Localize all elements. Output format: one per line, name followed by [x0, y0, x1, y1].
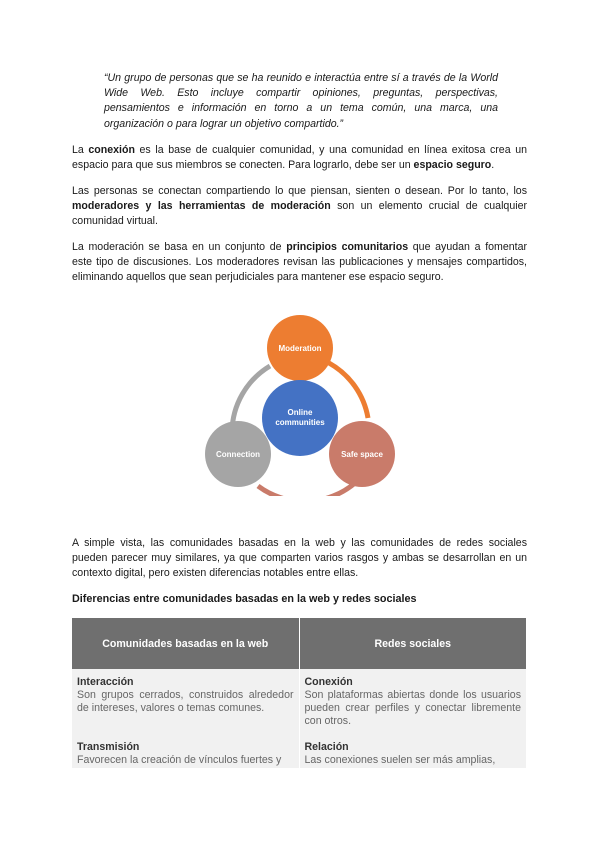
table-row — [72, 669, 526, 734]
label-communities: communities — [275, 418, 325, 427]
bold-term: espacio seguro — [413, 159, 492, 172]
label-online: Online — [287, 408, 313, 417]
table-cell — [299, 734, 527, 768]
arc-safe-space-connection — [258, 483, 355, 496]
table-cell — [72, 669, 299, 734]
cell-title: Relación — [304, 741, 349, 753]
table-cell — [72, 734, 299, 768]
bold-term: principios comunitarios — [286, 241, 409, 253]
header-web-communities: Comunidades basadas en la web — [102, 637, 269, 650]
cell-title: Conexión — [304, 676, 353, 688]
cell-title: Interacción — [77, 676, 134, 688]
bold-term: moderadores y las herramientas de moderación — [72, 200, 331, 213]
label-safe-space: Safe space — [341, 450, 383, 459]
communities-cycle-diagram — [190, 308, 410, 496]
cell-title: Transmisión — [77, 741, 140, 753]
paragraph-comparison: A simple vista, las comunidades basadas en la web y las comunidades de redes sociales pueden parecer muy similares, ya que comparten varios rasgos y ambas se desarrollan en un contexto digital, pero existen diferencias notables entre ellas. — [72, 537, 527, 580]
paragraph-moderators: Las personas se conectan compartiendo lo que piensan, sienten o desean. Por lo tanto, los moderadores y las herramientas de moderación son un elemento crucial de cualquier comunidad virtual. — [72, 185, 527, 228]
table-header — [72, 618, 526, 669]
bold-term: conexión — [88, 144, 135, 156]
comparison-table — [72, 618, 526, 768]
cell-text: Son grupos cerrados, construidos alrededor de intereses, valores o temas comunes. — [77, 689, 294, 714]
section-subheading: Diferencias entre comunidades basadas en la web y redes sociales — [72, 593, 417, 605]
quote-block: “Un grupo de personas que se ha reunido e interactúa entre sí a través de la World Wide Web. Esto incluye compartir opiniones, preguntas, perspectivas, pensamientos e información en torno a un tema común, una marca, una organización o para lograr un objetivo compartido.” — [104, 72, 498, 130]
table-cell — [299, 669, 527, 734]
cell-text: Son plataformas abiertas donde los usuarios pueden crear perfiles y conectar libremente con otros. — [304, 689, 521, 727]
label-moderation: Moderation — [278, 344, 322, 353]
label-connection: Connection — [216, 450, 260, 459]
table-row — [72, 734, 526, 768]
header-social-networks: Redes sociales — [299, 618, 527, 669]
cell-text: Las conexiones suelen ser más amplias, — [304, 754, 496, 766]
paragraph-principles: La moderación se basa en un conjunto de principios comunitarios que ayudan a fomentar este tipo de discusiones. Los moderadores revisan las publicaciones y mensajes compartidos, eliminando aquellos que sean perjudiciales para mantener ese espacio seguro. — [72, 241, 527, 284]
cell-text: Favorecen la creación de vínculos fuertes y — [77, 754, 282, 766]
paragraph-connection: La conexión es la base de cualquier comunidad, y una comunidad en línea exitosa crea un espacio para que sus miembros se conecten. Para lograrlo, debe ser un espacio seguro. — [72, 144, 527, 172]
